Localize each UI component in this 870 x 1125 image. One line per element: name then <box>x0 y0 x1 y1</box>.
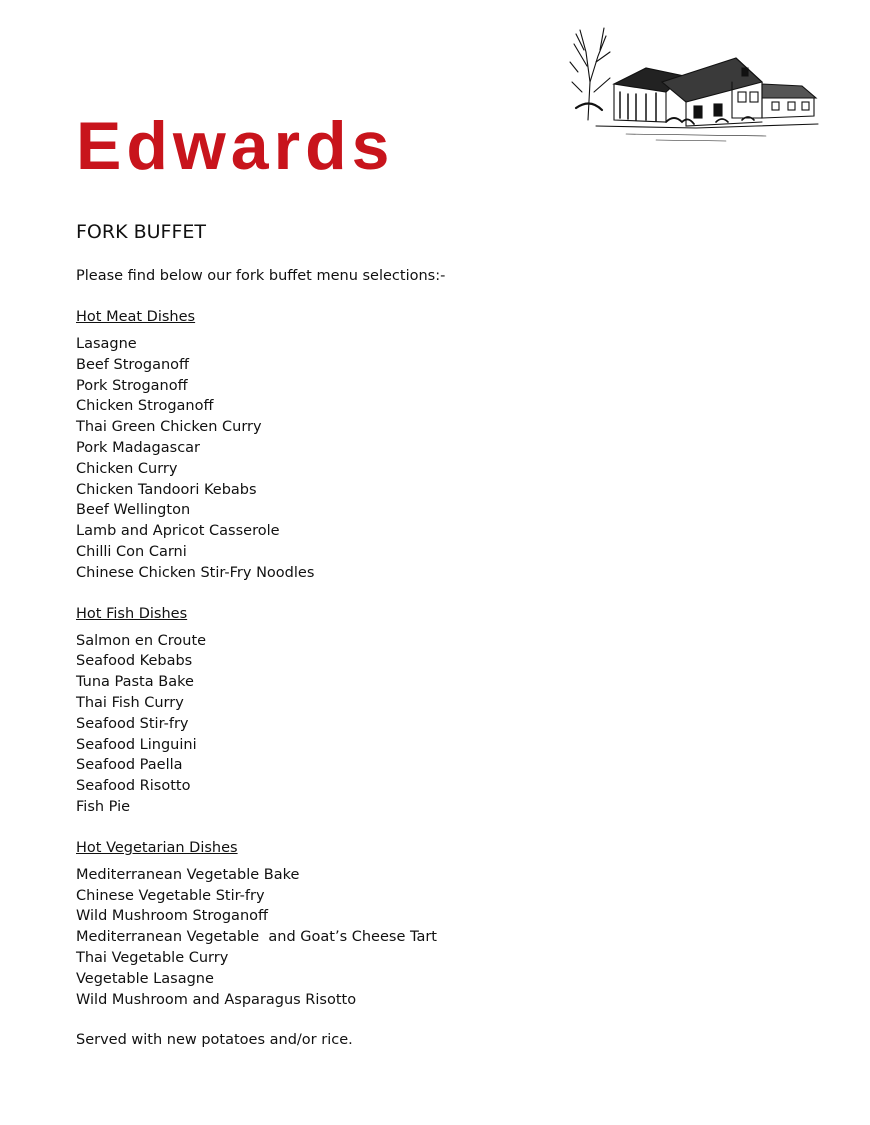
footnote: Served with new potatoes and/or rice. <box>76 1032 353 1049</box>
brand-logo: Edwards <box>76 108 395 184</box>
dish-item: Chinese Vegetable Stir-fry <box>76 887 265 904</box>
dish-item: Fish Pie <box>76 798 131 815</box>
dish-item: Chicken Curry <box>76 460 178 477</box>
section-heading: Hot Fish Dishes <box>76 605 188 622</box>
dish-item: Salmon en Croute <box>76 632 207 649</box>
dish-item: Lasagne <box>76 336 137 352</box>
dish-item: Tuna Pasta Bake <box>76 674 194 691</box>
dish-item: Wild Mushroom and Asparagus Risotto <box>76 991 357 1008</box>
dish-item: Seafood Stir-fry <box>76 715 189 732</box>
dish-item: Beef Wellington <box>76 502 191 519</box>
page-title: FORK BUFFET <box>76 221 206 243</box>
dish-item: Chinese Chicken Stir-Fry Noodles <box>76 564 315 581</box>
dish-item: Chicken Tandoori Kebabs <box>76 481 257 498</box>
dish-item: Seafood Paella <box>76 757 183 774</box>
dish-item: Seafood Linguini <box>76 736 197 753</box>
dish-list <box>76 334 796 584</box>
dish-item: Pork Stroganoff <box>76 377 188 394</box>
dish-list <box>76 631 796 818</box>
menu-sections <box>76 307 796 1010</box>
dish-list <box>76 865 796 1011</box>
dish-item: Beef Stroganoff <box>76 356 190 373</box>
dish-item: Vegetable Lasagne <box>76 970 214 987</box>
dish-item: Thai Fish Curry <box>76 694 184 711</box>
dish-item: Seafood Kebabs <box>76 653 193 670</box>
section-heading: Hot Meat Dishes <box>76 309 196 325</box>
dish-item: Lamb and Apricot Casserole <box>76 523 280 540</box>
dish-item: Wild Mushroom Stroganoff <box>76 908 268 925</box>
intro-text: Please find below our fork buffet menu selections:- <box>76 268 446 284</box>
dish-item: Pork Madagascar <box>76 439 201 456</box>
dish-item: Thai Green Chicken Curry <box>76 419 262 436</box>
dish-item: Mediterranean Vegetable Bake <box>76 866 300 883</box>
dish-item: Seafood Risotto <box>76 778 191 795</box>
dish-item: Thai Vegetable Curry <box>76 949 229 966</box>
dish-item: Chilli Con Carni <box>76 543 187 560</box>
menu-document <box>76 220 796 1051</box>
dish-item: Mediterranean Vegetable and Goat’s Cheese Tart <box>76 929 437 946</box>
section-heading: Hot Vegetarian Dishes <box>76 839 238 856</box>
dish-item: Chicken Stroganoff <box>76 398 214 415</box>
farmhouse-sketch-icon <box>566 22 824 146</box>
